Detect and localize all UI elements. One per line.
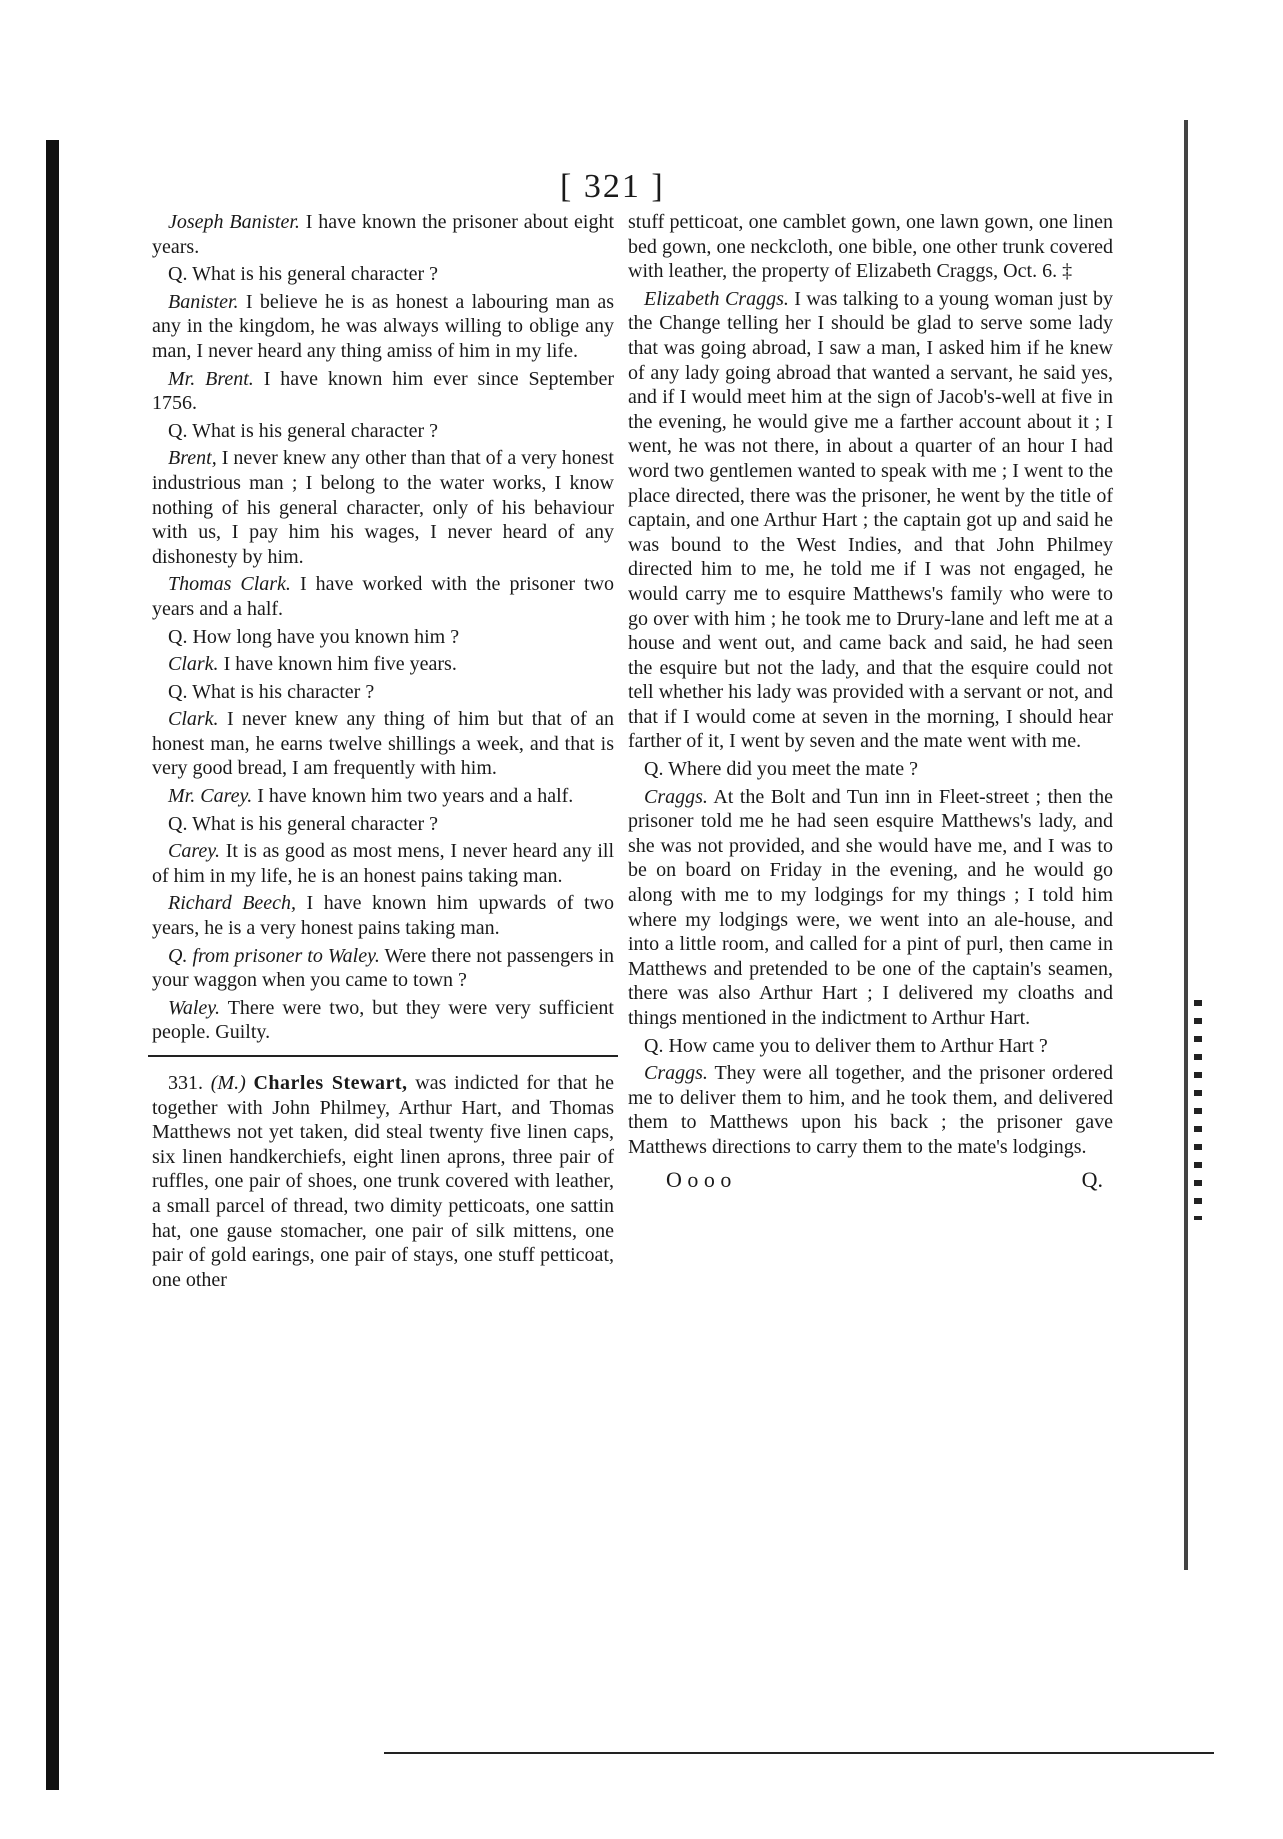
paragraph [628,287,1113,754]
paragraph [152,707,614,781]
left-paragraphs [152,210,614,1045]
paragraph [152,891,614,940]
speaker-name: Craggs. [644,1062,708,1085]
paragraph-text: There were two, but they were very sufficient people. Guilty. [152,996,614,1044]
paragraph-text: I believe he is as honest a labouring man as any in the kingdom, he was always willing to oblige any man, I never heard any thing amiss of him in my life. [152,290,614,362]
speaker-name: Richard Beech, [168,892,297,915]
paragraph-text: I never knew any thing of him but that of an honest man, he earns twelve shillings a week, and that is very good bread, I am frequently with him. [152,708,614,780]
paragraph-text: Q. How came you to deliver them to Arthur Hart ? [644,1034,1048,1057]
paragraph [152,262,614,287]
trial-marker: (M.) [210,1072,246,1094]
trial-paragraph [152,1071,614,1292]
page-footer [628,1168,1113,1193]
paragraph [152,210,614,259]
paragraph [152,419,614,444]
paragraph [152,944,614,993]
speaker-name: Brent, [168,447,217,470]
section-rule [148,1055,618,1057]
speaker-name: Mr. Carey. [168,785,253,808]
right-column [628,210,1113,1192]
speaker-name: Banister. [168,290,239,313]
paragraph-text: Q. Where did you meet the mate ? [644,758,918,781]
paragraph-text: I have known the prisoner about eight years. [152,211,614,258]
paragraph [628,785,1113,1031]
paragraph [152,652,614,677]
signature-mark: O o o o [666,1166,732,1192]
speaker-name: Thomas Clark. [168,573,291,596]
paragraph-text: It is as good as most mens, I never heard any ill of him in my life, he is an honest pains taking man. [152,840,614,887]
paragraph [152,290,614,364]
paragraph-text: I have known him five years. [218,653,457,676]
paragraph [152,572,614,621]
page-number: [ 321 ] [560,168,665,205]
paragraph [152,367,614,416]
speaker-name: Q. from prisoner to Waley. [168,944,380,967]
speaker-name: Clark. [168,708,219,731]
paragraph-text: Q. How long have you known him ? [168,625,460,648]
paragraph [152,812,614,837]
page-edge-line [1184,120,1188,1570]
paragraph [628,1061,1113,1159]
binding-shadow [46,140,59,1790]
paragraph [152,996,614,1045]
paragraph-text: Were there not passengers in your waggon when you came to town ? [152,944,614,992]
paragraph-text: Q. What is his general character ? [168,812,439,835]
trial-text: was indicted for that he together with John Philmey, Arthur Hart, and Thomas Matthews not yet taken, did steal twenty five linen caps, six linen handkerchiefs, eight linen aprons, three pair of ruffles, one pair of shoes, one trunk covered with leather, a small parcel of thread, two dimity petticoats, one sattin hat, one gause stomacher, one pair of silk mittens, one pair of gold earings, one pair of stays, one stuff petticoat, one other [152,1072,615,1291]
paragraph-text: Q. What is his general character ? [168,263,439,286]
paragraph [152,680,614,705]
paragraph [628,757,1113,782]
trial-defendant: Charles Stewart, [253,1072,408,1094]
paragraph [628,210,1113,284]
paragraph [152,446,614,569]
paragraph-text: I have known him two years and a half. [252,785,574,808]
paragraph-text: Q. What is his character ? [168,680,375,703]
paragraph-text: I have known him upwards of two years, he is a very honest pains taking man. [152,892,614,940]
trial-number: 331. [168,1072,203,1094]
paragraph-text: They were all together, and the prisoner ordered me to deliver them to him, and he took them, and delivered them to Matthews upon his back ; the prisoner gave Matthews directions to carry them to the mate's lodgings. [628,1062,1113,1158]
speaker-name: Waley. [168,996,221,1019]
speaker-name: Clark. [168,653,219,676]
catchword: Q. [1081,1166,1103,1192]
speaker-name: Joseph Banister. [168,211,300,233]
paragraph-text: stuff petticoat, one camblet gown, one lawn gown, one linen bed gown, one neckcloth, one bible, one other trunk covered with leather, the property of Elizabeth Craggs, Oct. 6. ‡ [628,211,1113,283]
right-paragraphs [628,210,1113,1160]
edge-marks [1194,1000,1202,1220]
paragraph [628,1034,1113,1059]
paragraph-text: I have known him ever since September 1756. [152,367,614,415]
paragraph [152,625,614,650]
paragraph-text: I was talking to a young woman just by the Change telling her I should be glad to serve some lady that was going abroad, I saw a man, I asked him if he knew of any lady going abroad that wanted a servant, he said yes, and if I would meet him at the sign of Jacob's-well at five in the evening, he would give me a farther account about it ; I went, he was not there, in about a quarter of an hour I had word two gentlemen wanted to speak with me ; I went to the place directed, there was the prisoner, he went by the title of captain, and one Arthur Hart ; the captain got up and said he was bound to the West Indies, and that John Philmey directed him to me, he told me if I was not engaged, he would carry me to esquire Matthews's family who were to go over with him ; he took me to Drury-lane and left me at a house and went out, and came back and said, he had seen the esquire but not the lady, and that the esquire could not tell whether his lady was provided with a servant or not, and that if I would come at seven in the morning, I should hear farther of it, I went by seven and the mate went with me. [628,287,1113,753]
speaker-name: Craggs. [644,785,708,808]
bottom-rule [384,1752,1214,1754]
paragraph-text: I never knew any other than that of a very honest industrious man ; I belong to the water works, I know nothing of his general character, only of his behaviour with us, I pay him his wages, I never heard of any dishonesty by him. [152,447,614,568]
paragraph [152,784,614,809]
speaker-name: Elizabeth Craggs. [644,287,789,310]
speaker-name: Carey. [168,840,221,863]
left-column [152,210,614,1295]
paragraph-text: At the Bolt and Tun inn in Fleet-street ; then the prisoner told me he had seen esquire Matthews's lady, and she was not provided, and she would have me, and I was to be on board on Friday in the evening, and he would go along with me to my lodgings for my things ; I told him where my lodgings were, we went into an ale-house, and into a little room, and called for a pint of purl, then came in Matthews and pretended to be one of the captain's seamen, there was also Arthur Hart ; I delivered my cloaths and things mentioned in the indictment to Arthur Hart. [628,785,1113,1029]
speaker-name: Mr. Brent. [168,367,254,390]
paragraph-text: I have worked with the prisoner two years and a half. [152,573,615,620]
paragraph [152,839,614,888]
paragraph-text: Q. What is his general character ? [168,419,439,442]
